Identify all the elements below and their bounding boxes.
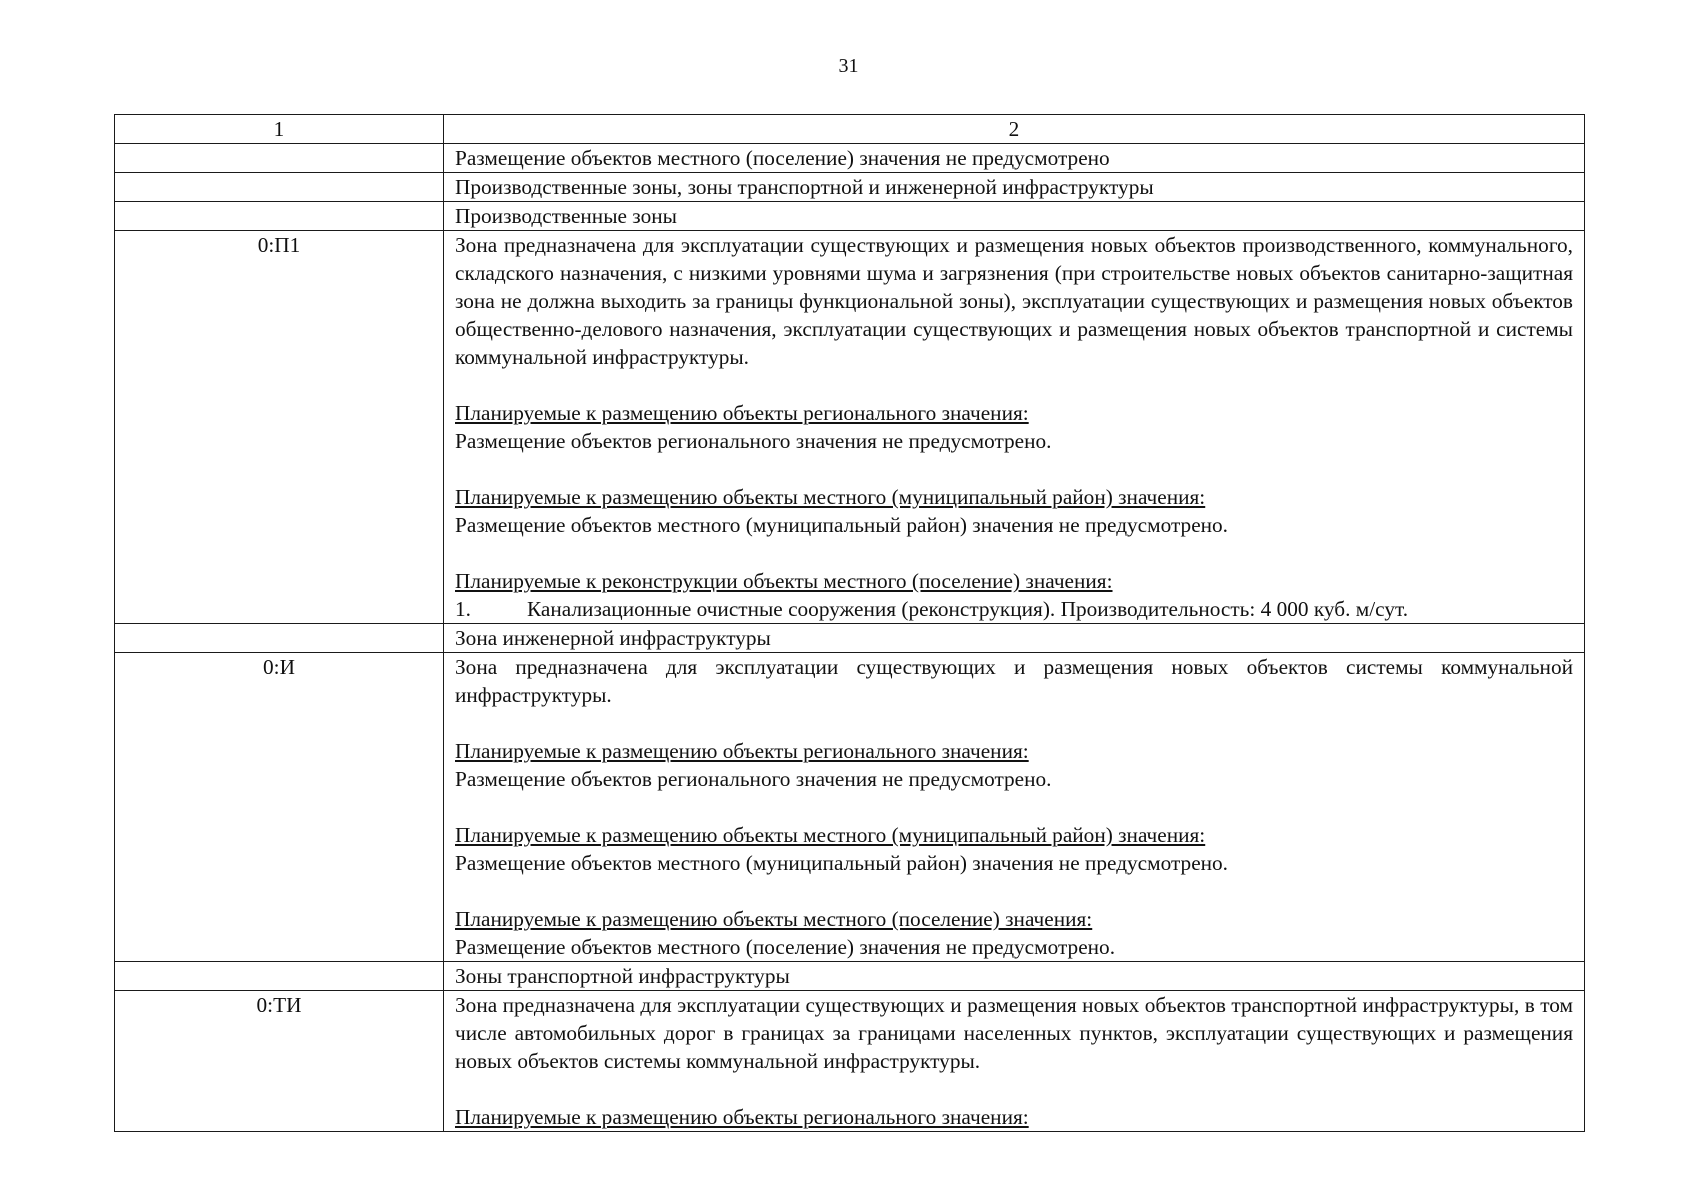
page-number: 31 <box>838 55 859 77</box>
table-row <box>115 962 1585 991</box>
table-row-zone-p1 <box>115 231 1585 624</box>
table-row <box>115 144 1585 173</box>
regional-objects-heading: Планируемые к размещению объекты регионального значения: <box>455 739 1029 763</box>
municipal-objects-heading: Планируемые к размещению объекты местного (муниципальный район) значения: <box>455 485 1206 509</box>
zone-code-cell <box>115 144 444 173</box>
zone-code-cell: 0:П1 <box>115 231 444 624</box>
settlement-objects-heading: Планируемые к размещению объекты местного (поселение) значения: <box>455 907 1093 931</box>
regional-objects-heading: Планируемые к размещению объекты регионального значения: <box>455 401 1029 425</box>
table-row-zone-i <box>115 653 1585 962</box>
section-heading-cell: Производственные зоны <box>444 202 1585 231</box>
zones-table <box>114 114 1585 1132</box>
zone-description-cell <box>444 991 1585 1132</box>
settlement-objects-heading: Планируемые к реконструкции объекты местного (поселение) значения: <box>455 569 1113 593</box>
zone-code-cell: 0:И <box>115 653 444 962</box>
zone-description-cell <box>444 653 1585 962</box>
zone-description: Зона предназначена для эксплуатации существующих и размещения новых объектов системы коммунальной инфраструктуры. <box>455 655 1573 707</box>
table-row <box>115 173 1585 202</box>
column-header-1: 1 <box>115 115 444 144</box>
settlement-objects-text: Размещение объектов местного (поселение) значения не предусмотрено. <box>455 935 1116 959</box>
section-heading-cell: Производственные зоны, зоны транспортной и инженерной инфраструктуры <box>444 173 1585 202</box>
section-text-cell: Размещение объектов местного (поселение) значения не предусмотрено <box>444 144 1585 173</box>
regional-objects-text: Размещение объектов регионального значения не предусмотрено. <box>455 767 1052 791</box>
section-heading-cell: Зоны транспортной инфраструктуры <box>444 962 1585 991</box>
table-row <box>115 202 1585 231</box>
zone-code-cell <box>115 173 444 202</box>
zone-description: Зона предназначена для эксплуатации существующих и размещения новых объектов производственного, коммунального, складского назначения, с низкими уровнями шума и загрязнения (при строительстве новых объектов санитарно-защитная зона не должна выходить за границы функциональной зоны), эксплуатации существующих и размещения новых объектов общественно-делового назначения, эксплуатации существующих и размещения новых объектов транспортной и системы коммунальной инфраструктуры. <box>455 233 1573 369</box>
section-heading-cell: Зона инженерной инфраструктуры <box>444 624 1585 653</box>
zone-description: Зона предназначена для эксплуатации существующих и размещения новых объектов транспортной инфраструктуры, в том числе автомобильных дорог в границах за границами населенных пунктов, эксплуатации существующих и размещения новых объектов системы коммунальной инфраструктуры. <box>455 993 1573 1073</box>
list-item-number: 1. <box>455 597 471 621</box>
zone-code-cell <box>115 202 444 231</box>
zone-description-cell <box>444 231 1585 624</box>
zone-code-cell <box>115 962 444 991</box>
regional-objects-heading: Планируемые к размещению объекты регионального значения: <box>455 1105 1029 1129</box>
municipal-objects-heading: Планируемые к размещению объекты местного (муниципальный район) значения: <box>455 823 1206 847</box>
list-item-text: Канализационные очистные сооружения (реконструкция). Производительность: 4 000 куб. м/сут. <box>527 597 1409 621</box>
list-item <box>455 595 1573 623</box>
zone-code-cell <box>115 624 444 653</box>
table-row <box>115 624 1585 653</box>
zone-code-cell: 0:ТИ <box>115 991 444 1132</box>
municipal-objects-text: Размещение объектов местного (муниципальный район) значения не предусмотрено. <box>455 513 1229 537</box>
column-header-2: 2 <box>444 115 1585 144</box>
municipal-objects-text: Размещение объектов местного (муниципальный район) значения не предусмотрено. <box>455 851 1229 875</box>
table-row-zone-ti <box>115 991 1585 1132</box>
table-header-row <box>115 115 1585 144</box>
regional-objects-text: Размещение объектов регионального значения не предусмотрено. <box>455 429 1052 453</box>
